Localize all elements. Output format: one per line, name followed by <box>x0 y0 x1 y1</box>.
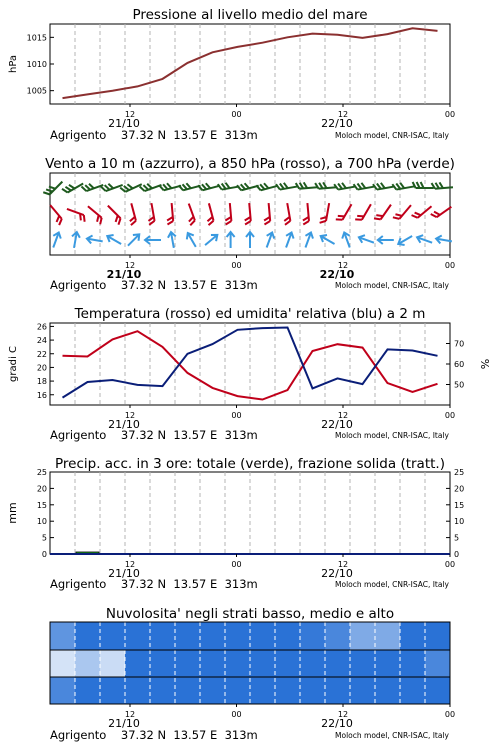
barb-flag <box>355 217 362 223</box>
pressure-date-1: 21/10 <box>108 117 140 130</box>
cloud-cell <box>400 650 426 677</box>
wind-arrow <box>378 236 394 244</box>
wind-barbs-850 <box>46 201 452 225</box>
cloud-title: Nuvolosita' negli strati basso, medio e alto <box>105 606 395 622</box>
cloud-cell <box>350 650 376 677</box>
wind-location: Agrigento 37.32 N 13.57 E 313m <box>50 278 258 292</box>
wind-arrow <box>396 233 414 248</box>
temp-ylabel: gradi C <box>8 346 19 382</box>
wind-date-1: 21/10 <box>106 268 142 281</box>
cloud-cell <box>425 677 451 704</box>
temp-rh-date-1: 21/10 <box>108 418 140 431</box>
x-tick-label: 12 <box>124 411 136 420</box>
cloud-cell <box>100 677 126 704</box>
precip-date-1: 21/10 <box>108 567 140 580</box>
cloud-cell <box>75 650 101 677</box>
barb-shaft <box>50 205 62 219</box>
y-tick-label: 25 <box>454 468 465 477</box>
x-tick-label: 12 <box>124 560 136 569</box>
wind-barb <box>104 206 123 225</box>
wind-barb <box>320 202 330 224</box>
y-tick-label: 22 <box>36 349 47 359</box>
temp-rh-credit: Moloch model, CNR-ISAC, Italy <box>335 431 449 440</box>
wind-barb <box>224 203 232 224</box>
wind-barb <box>263 203 271 224</box>
cloud-cell <box>275 677 301 704</box>
cloud-cell <box>400 622 426 650</box>
wind-barb <box>296 181 317 189</box>
cloud-cell <box>325 650 351 677</box>
x-tick-label: 12 <box>337 411 349 420</box>
temp-rh-location: Agrigento 37.32 N 13.57 E 313m <box>50 428 258 442</box>
arrow-shaft <box>128 234 139 245</box>
barb-shaft <box>362 204 371 220</box>
cloud-cells <box>50 622 451 704</box>
temp-rh-plot-frame <box>50 323 450 405</box>
rh-ylabel: % <box>479 358 492 370</box>
x-tick-label: 00 <box>231 261 242 270</box>
y-tick-label: 50 <box>454 380 465 390</box>
precip-credit: Moloch model, CNR-ISAC, Italy <box>335 580 449 589</box>
cloud-cell <box>400 677 426 704</box>
cloud-cell <box>75 622 101 650</box>
wind-barb <box>183 204 196 226</box>
cloud-cell <box>200 650 226 677</box>
wind-barb <box>101 179 123 192</box>
cloud-cell <box>325 622 351 650</box>
wind-barb <box>431 202 452 219</box>
cloud-cell <box>275 650 301 677</box>
precip-date-2: 22/10 <box>321 567 353 580</box>
wind-arrow <box>302 231 315 249</box>
wind-barb <box>354 181 376 191</box>
cloud-cell <box>325 677 351 704</box>
wind-barb <box>46 205 64 225</box>
cloud-cell <box>150 622 176 650</box>
barb-shaft <box>381 205 391 220</box>
x-tick-label: 12 <box>337 560 349 569</box>
x-tick-label: 12 <box>124 110 136 119</box>
wind-barb <box>43 177 62 196</box>
wind-barb <box>412 202 432 220</box>
wind-barb <box>243 203 251 224</box>
wind-barb <box>140 179 162 192</box>
wind-arrow <box>50 231 63 249</box>
wind-credit: Moloch model, CNR-ISAC, Italy <box>335 281 449 290</box>
y-tick-label: 1005 <box>26 86 47 96</box>
wind-arrow <box>167 231 178 248</box>
cloud-cell <box>100 650 126 677</box>
wind-arrow <box>105 233 123 248</box>
cloud-cell <box>50 650 76 677</box>
cloud-cell <box>75 677 101 704</box>
cloud-cell <box>100 622 126 650</box>
barb-flag <box>336 217 343 223</box>
cloud-cell <box>225 677 251 704</box>
cloud-cell <box>250 650 276 677</box>
pressure-ylabel: hPa <box>8 54 19 74</box>
x-tick-label: 00 <box>444 261 456 270</box>
cloud-cell <box>175 677 201 704</box>
temp-rh-panel <box>8 306 492 442</box>
pressure-location: Agrigento 37.32 N 13.57 E 313m <box>50 128 258 142</box>
cloud-cell <box>125 650 151 677</box>
wind-barb <box>146 203 156 225</box>
pressure-credit: Moloch model, CNR-ISAC, Italy <box>335 131 449 140</box>
barb-flag <box>225 221 231 225</box>
wind-barb <box>355 201 371 222</box>
cloud-cell <box>50 677 76 704</box>
wind-barb <box>166 203 174 224</box>
wind-barb <box>125 203 136 225</box>
y-tick-label: 20 <box>454 484 465 494</box>
y-tick-label: 15 <box>454 500 465 510</box>
pressure-panel <box>8 7 455 142</box>
cloud-cell <box>150 677 176 704</box>
wind-barb <box>179 180 201 191</box>
y-tick-label: 0 <box>41 550 47 559</box>
y-tick-label: 5 <box>41 533 47 543</box>
barb-flag <box>264 221 270 225</box>
y-tick-label: 1015 <box>26 33 47 43</box>
cloud-cell <box>125 622 151 650</box>
precip-xticks <box>125 554 455 569</box>
y-tick-label: 0 <box>454 550 460 559</box>
precip-panel <box>6 456 464 591</box>
cloud-panel <box>50 606 455 742</box>
cloud-cell <box>275 622 301 650</box>
cloud-cell <box>200 677 226 704</box>
barb-shaft <box>437 207 452 217</box>
wind-barb <box>159 180 181 191</box>
wind-barb <box>393 201 411 221</box>
x-tick-label: 12 <box>337 261 349 270</box>
wind-arrow <box>341 231 354 249</box>
cloud-cell <box>375 677 401 704</box>
wind-arrow <box>125 232 142 249</box>
wind-barb <box>413 182 434 188</box>
y-tick-label: 16 <box>36 390 47 400</box>
x-tick-label: 00 <box>444 560 456 569</box>
y-tick-label: 25 <box>36 468 47 477</box>
barb-flag <box>303 221 309 225</box>
x-tick-label: 00 <box>444 110 456 119</box>
wind-arrow <box>145 236 161 244</box>
wind-arrow <box>358 234 376 247</box>
cloud-cell <box>300 677 326 704</box>
wind-panel <box>43 156 455 292</box>
rh-yticks <box>446 340 464 390</box>
cloud-cell <box>250 677 276 704</box>
x-tick-label: 00 <box>231 411 242 420</box>
cloud-cell <box>350 622 376 650</box>
wind-barb <box>315 181 336 189</box>
wind-title: Vento a 10 m (azzurro), a 850 hPa (rosso), a 700 hPa (verde) <box>45 156 455 172</box>
y-tick-label: 20 <box>36 363 47 373</box>
precip-plot-frame <box>50 472 450 554</box>
wind-barb <box>62 178 83 194</box>
wind-barb <box>198 180 220 191</box>
wind-barb <box>281 203 291 225</box>
wind-xticks <box>125 255 455 270</box>
temp-rh-xticks <box>125 405 455 420</box>
wind-barb <box>203 203 214 225</box>
pressure-title: Pressione al livello medio del mare <box>132 7 368 23</box>
cloud-location: Agrigento 37.32 N 13.57 E 313m <box>50 728 258 742</box>
cloud-credit: Moloch model, CNR-ISAC, Italy <box>335 731 449 740</box>
y-tick-label: 10 <box>36 517 47 527</box>
x-tick-label: 00 <box>231 710 242 719</box>
cloud-cell <box>375 622 401 650</box>
cloud-cell <box>300 650 326 677</box>
x-tick-label: 00 <box>231 110 242 119</box>
x-tick-label: 00 <box>231 560 242 569</box>
wind-barb <box>374 201 391 222</box>
cloud-cell <box>125 677 151 704</box>
wind-barb <box>65 209 87 222</box>
y-tick-label: 10 <box>454 517 465 527</box>
cloud-cell <box>225 650 251 677</box>
wind-barb <box>336 201 352 222</box>
y-tick-label: 20 <box>36 484 47 494</box>
cloud-cell <box>425 622 451 650</box>
wind-arrow <box>184 231 199 249</box>
cloud-date-2: 22/10 <box>321 717 353 730</box>
y-tick-label: 1010 <box>26 60 47 69</box>
barb-flag <box>82 215 87 222</box>
wind-arrow <box>319 233 337 248</box>
wind-arrow <box>282 231 295 249</box>
y-tick-label: 24 <box>36 336 47 346</box>
temp-yticks <box>37 322 54 399</box>
y-tick-label: 70 <box>454 339 465 349</box>
cloud-cell <box>175 650 201 677</box>
wind-barbs-700 <box>43 177 453 196</box>
cloud-cell <box>50 622 76 650</box>
wind-arrow <box>227 232 235 248</box>
cloud-cell <box>350 677 376 704</box>
wind-barb <box>373 181 395 191</box>
wind-barb <box>218 181 240 191</box>
wind-arrow <box>86 235 103 246</box>
barb-shaft <box>326 203 329 221</box>
y-tick-label: 26 <box>36 322 47 332</box>
cloud-cell <box>425 650 451 677</box>
precip-yticks <box>37 468 54 559</box>
barb-flag <box>284 221 290 225</box>
precip-grid <box>75 472 425 554</box>
wind-arrow <box>203 232 220 248</box>
wind-barb <box>237 180 259 191</box>
wind-barb <box>301 203 309 224</box>
wind-arrow <box>263 231 276 249</box>
cloud-cell <box>175 622 201 650</box>
precip-title: Precip. acc. in 3 ore: totale (verde), frazione solida (tratt.) <box>55 456 445 472</box>
y-tick-label: 18 <box>36 377 47 387</box>
cloud-xticks <box>125 704 455 719</box>
temp-rh-title: Temperatura (rosso) ed umidita' relativa (blu) a 2 m <box>74 306 426 322</box>
y-tick-label: 5 <box>454 533 460 543</box>
wind-barb <box>334 181 356 191</box>
wind-arrows-10m <box>50 231 453 249</box>
precip-yticks-right <box>446 468 464 559</box>
barb-shaft <box>108 206 121 219</box>
wind-barb <box>392 181 414 191</box>
cloud-cell <box>250 622 276 650</box>
cloud-cell <box>225 622 251 650</box>
x-tick-label: 12 <box>124 261 136 270</box>
pressure-date-2: 22/10 <box>321 117 353 130</box>
precip-ylabel: mm <box>6 502 19 524</box>
wind-barb <box>276 181 298 191</box>
wind-barb <box>120 179 142 193</box>
cloud-cell <box>375 650 401 677</box>
x-tick-label: 12 <box>337 710 349 719</box>
cloud-cell <box>300 622 326 650</box>
y-tick-label: 15 <box>36 500 47 510</box>
barb-shaft <box>399 205 411 219</box>
x-tick-label: 12 <box>124 710 136 719</box>
cloud-date-1: 21/10 <box>108 717 140 730</box>
precip-location: Agrigento 37.32 N 13.57 E 313m <box>50 577 258 591</box>
barb-flag <box>167 221 173 225</box>
x-tick-label: 12 <box>337 110 349 119</box>
wind-arrow <box>246 232 254 248</box>
cloud-cell <box>150 650 176 677</box>
wind-barb <box>84 206 104 224</box>
cloud-cell <box>200 622 226 650</box>
x-tick-label: 00 <box>444 411 456 420</box>
y-tick-label: 60 <box>454 360 465 369</box>
x-tick-label: 00 <box>444 710 456 719</box>
pressure-xticks <box>125 104 455 119</box>
wind-date-2: 22/10 <box>319 268 355 281</box>
temp-rh-date-2: 22/10 <box>321 418 353 431</box>
